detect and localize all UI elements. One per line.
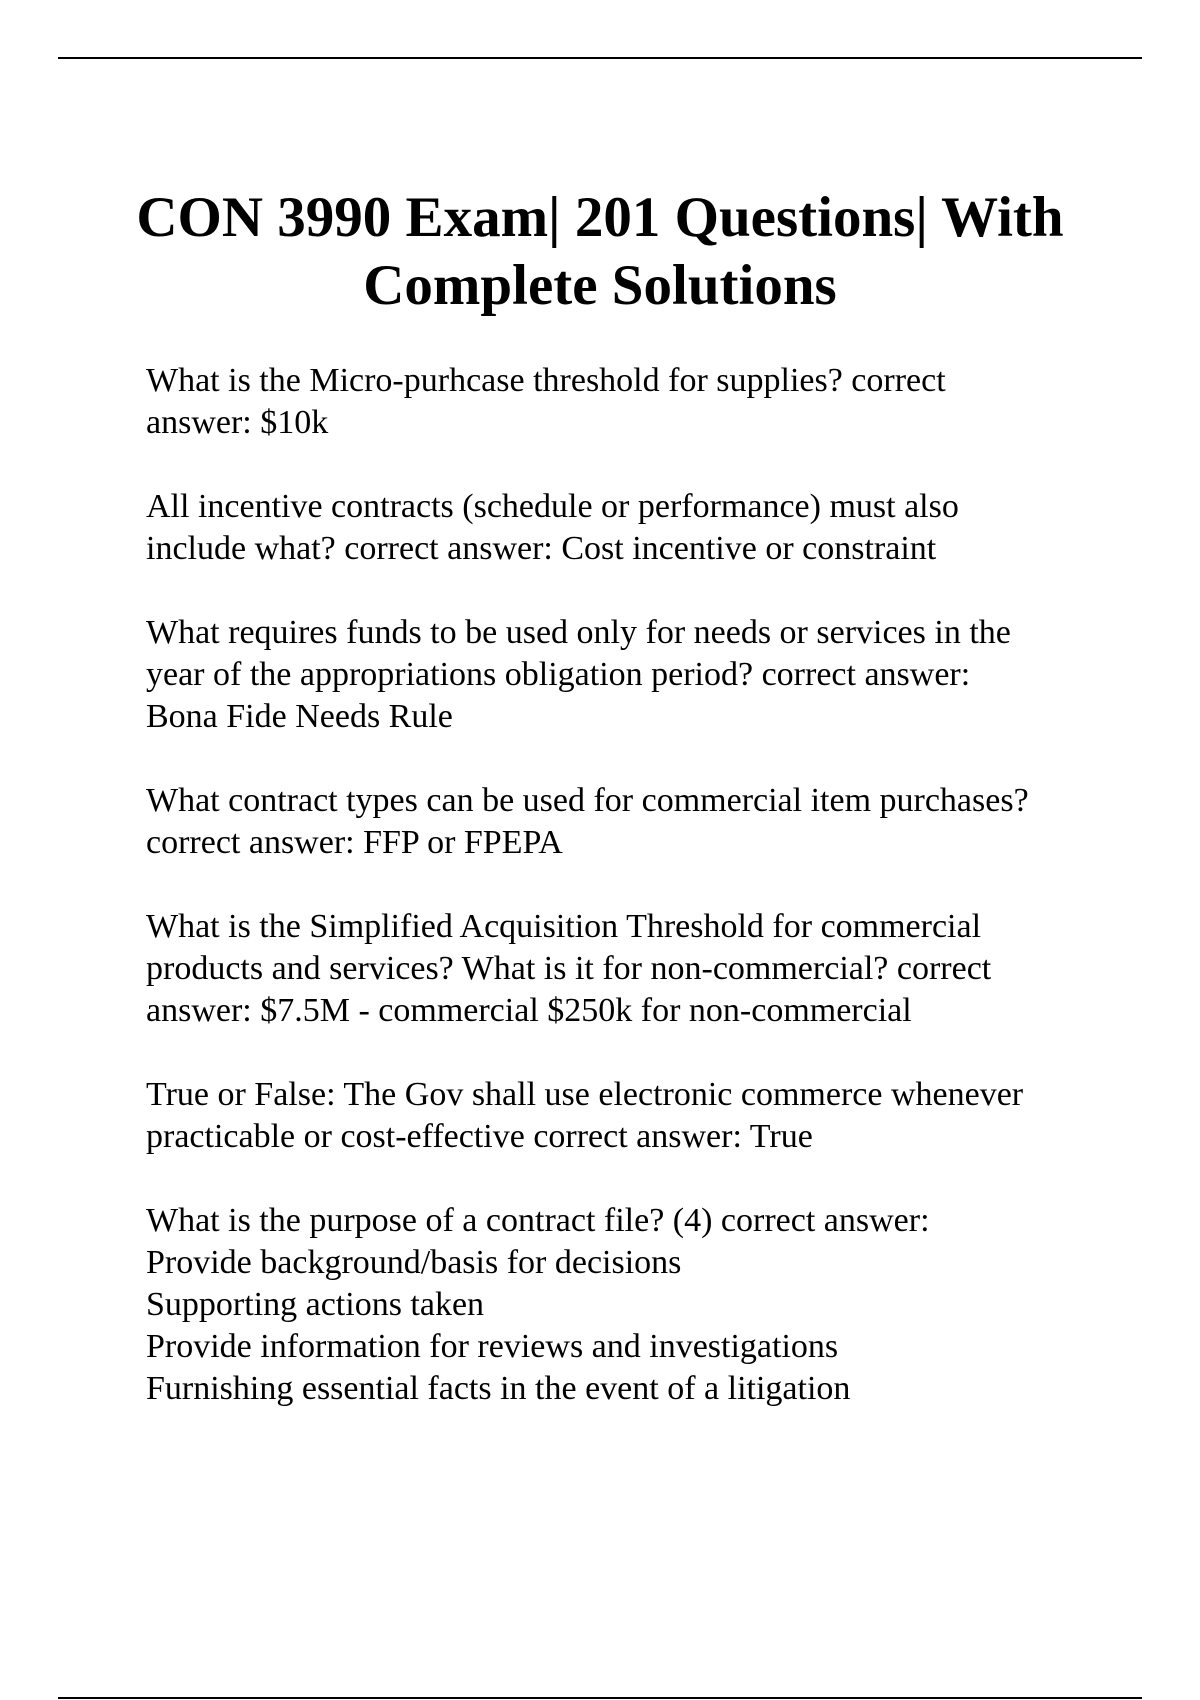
qa-line: Provide information for reviews and investigations [146,1328,839,1365]
qa-line: What is the Micro-purhcase threshold for supplies? correct [146,362,946,399]
qa-item [146,486,1146,570]
qa-line: What is the Simplified Acquisition Threshold for commercial [146,908,982,945]
qa-line: What contract types can be used for commercial item purchases? [146,782,1029,819]
qa-line: What requires funds to be used only for needs or services in the [146,614,1011,651]
qa-line: year of the appropriations obligation period? correct answer: [146,656,971,693]
question-list [146,360,1146,1452]
qa-item [146,1074,1146,1158]
bottom-rule [58,1697,1142,1699]
qa-line: All incentive contracts (schedule or performance) must also [146,488,959,525]
qa-line: True or False: The Gov shall use electronic commerce whenever [146,1076,1024,1113]
qa-line: Supporting actions taken [146,1286,485,1323]
qa-line: practicable or cost-effective correct answer: True [146,1118,813,1155]
qa-item [146,906,1146,1032]
qa-line: Bona Fide Needs Rule [146,698,453,735]
top-rule [58,57,1142,59]
qa-item [146,360,1146,444]
qa-line: answer: $10k [146,404,329,441]
qa-item [146,1200,1146,1410]
qa-line: products and services? What is it for non-commercial? correct [146,950,992,987]
page-title [100,184,1100,320]
title-line-1: CON 3990 Exam| 201 Questions| With [136,186,1064,249]
qa-line: answer: $7.5M - commercial $250k for non-commercial [146,992,912,1029]
qa-item [146,612,1146,738]
qa-line: What is the purpose of a contract file? (4) correct answer: [146,1202,930,1239]
qa-item [146,780,1146,864]
title-line-2: Complete Solutions [363,254,837,317]
qa-line: correct answer: FFP or FPEPA [146,824,563,861]
qa-line: Furnishing essential facts in the event of a litigation [146,1370,851,1407]
qa-line: Provide background/basis for decisions [146,1244,682,1281]
qa-line: include what? correct answer: Cost incentive or constraint [146,530,937,567]
